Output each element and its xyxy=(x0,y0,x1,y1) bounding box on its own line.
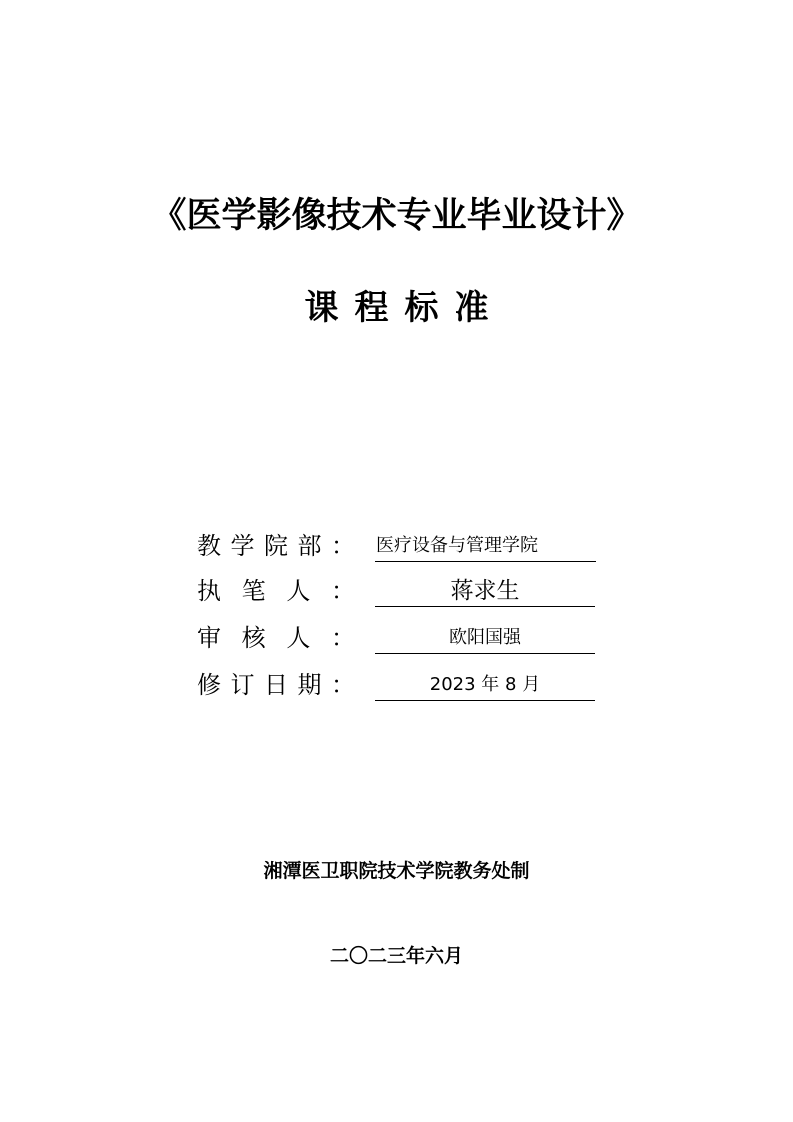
reviewer-label: 审 核 人 ： xyxy=(197,624,355,652)
issuer-line: 湘潭医卫职院技术学院教务处制 xyxy=(263,860,530,882)
info-row-dept xyxy=(197,529,597,563)
document-title: 《医学影像技术专业毕业设计》 xyxy=(151,196,642,236)
info-row-reviewer xyxy=(197,621,597,655)
info-row-date xyxy=(197,668,597,702)
reviewer-value: 欧阳国强 xyxy=(375,623,595,654)
document-subtitle: 课程标准 xyxy=(304,288,505,328)
date-value: 2023 年 8 月 xyxy=(375,670,595,701)
dept-value: 医疗设备与管理学院 xyxy=(375,531,596,562)
info-row-author xyxy=(197,574,597,608)
author-label: 执 笔 人 ： xyxy=(197,577,355,605)
issue-date: 二〇二三年六月 xyxy=(329,945,463,967)
dept-label: 教 学 院 部 ： xyxy=(197,532,355,560)
author-value: 蒋求生 xyxy=(375,576,595,607)
date-label: 修 订 日 期 ： xyxy=(197,671,355,699)
